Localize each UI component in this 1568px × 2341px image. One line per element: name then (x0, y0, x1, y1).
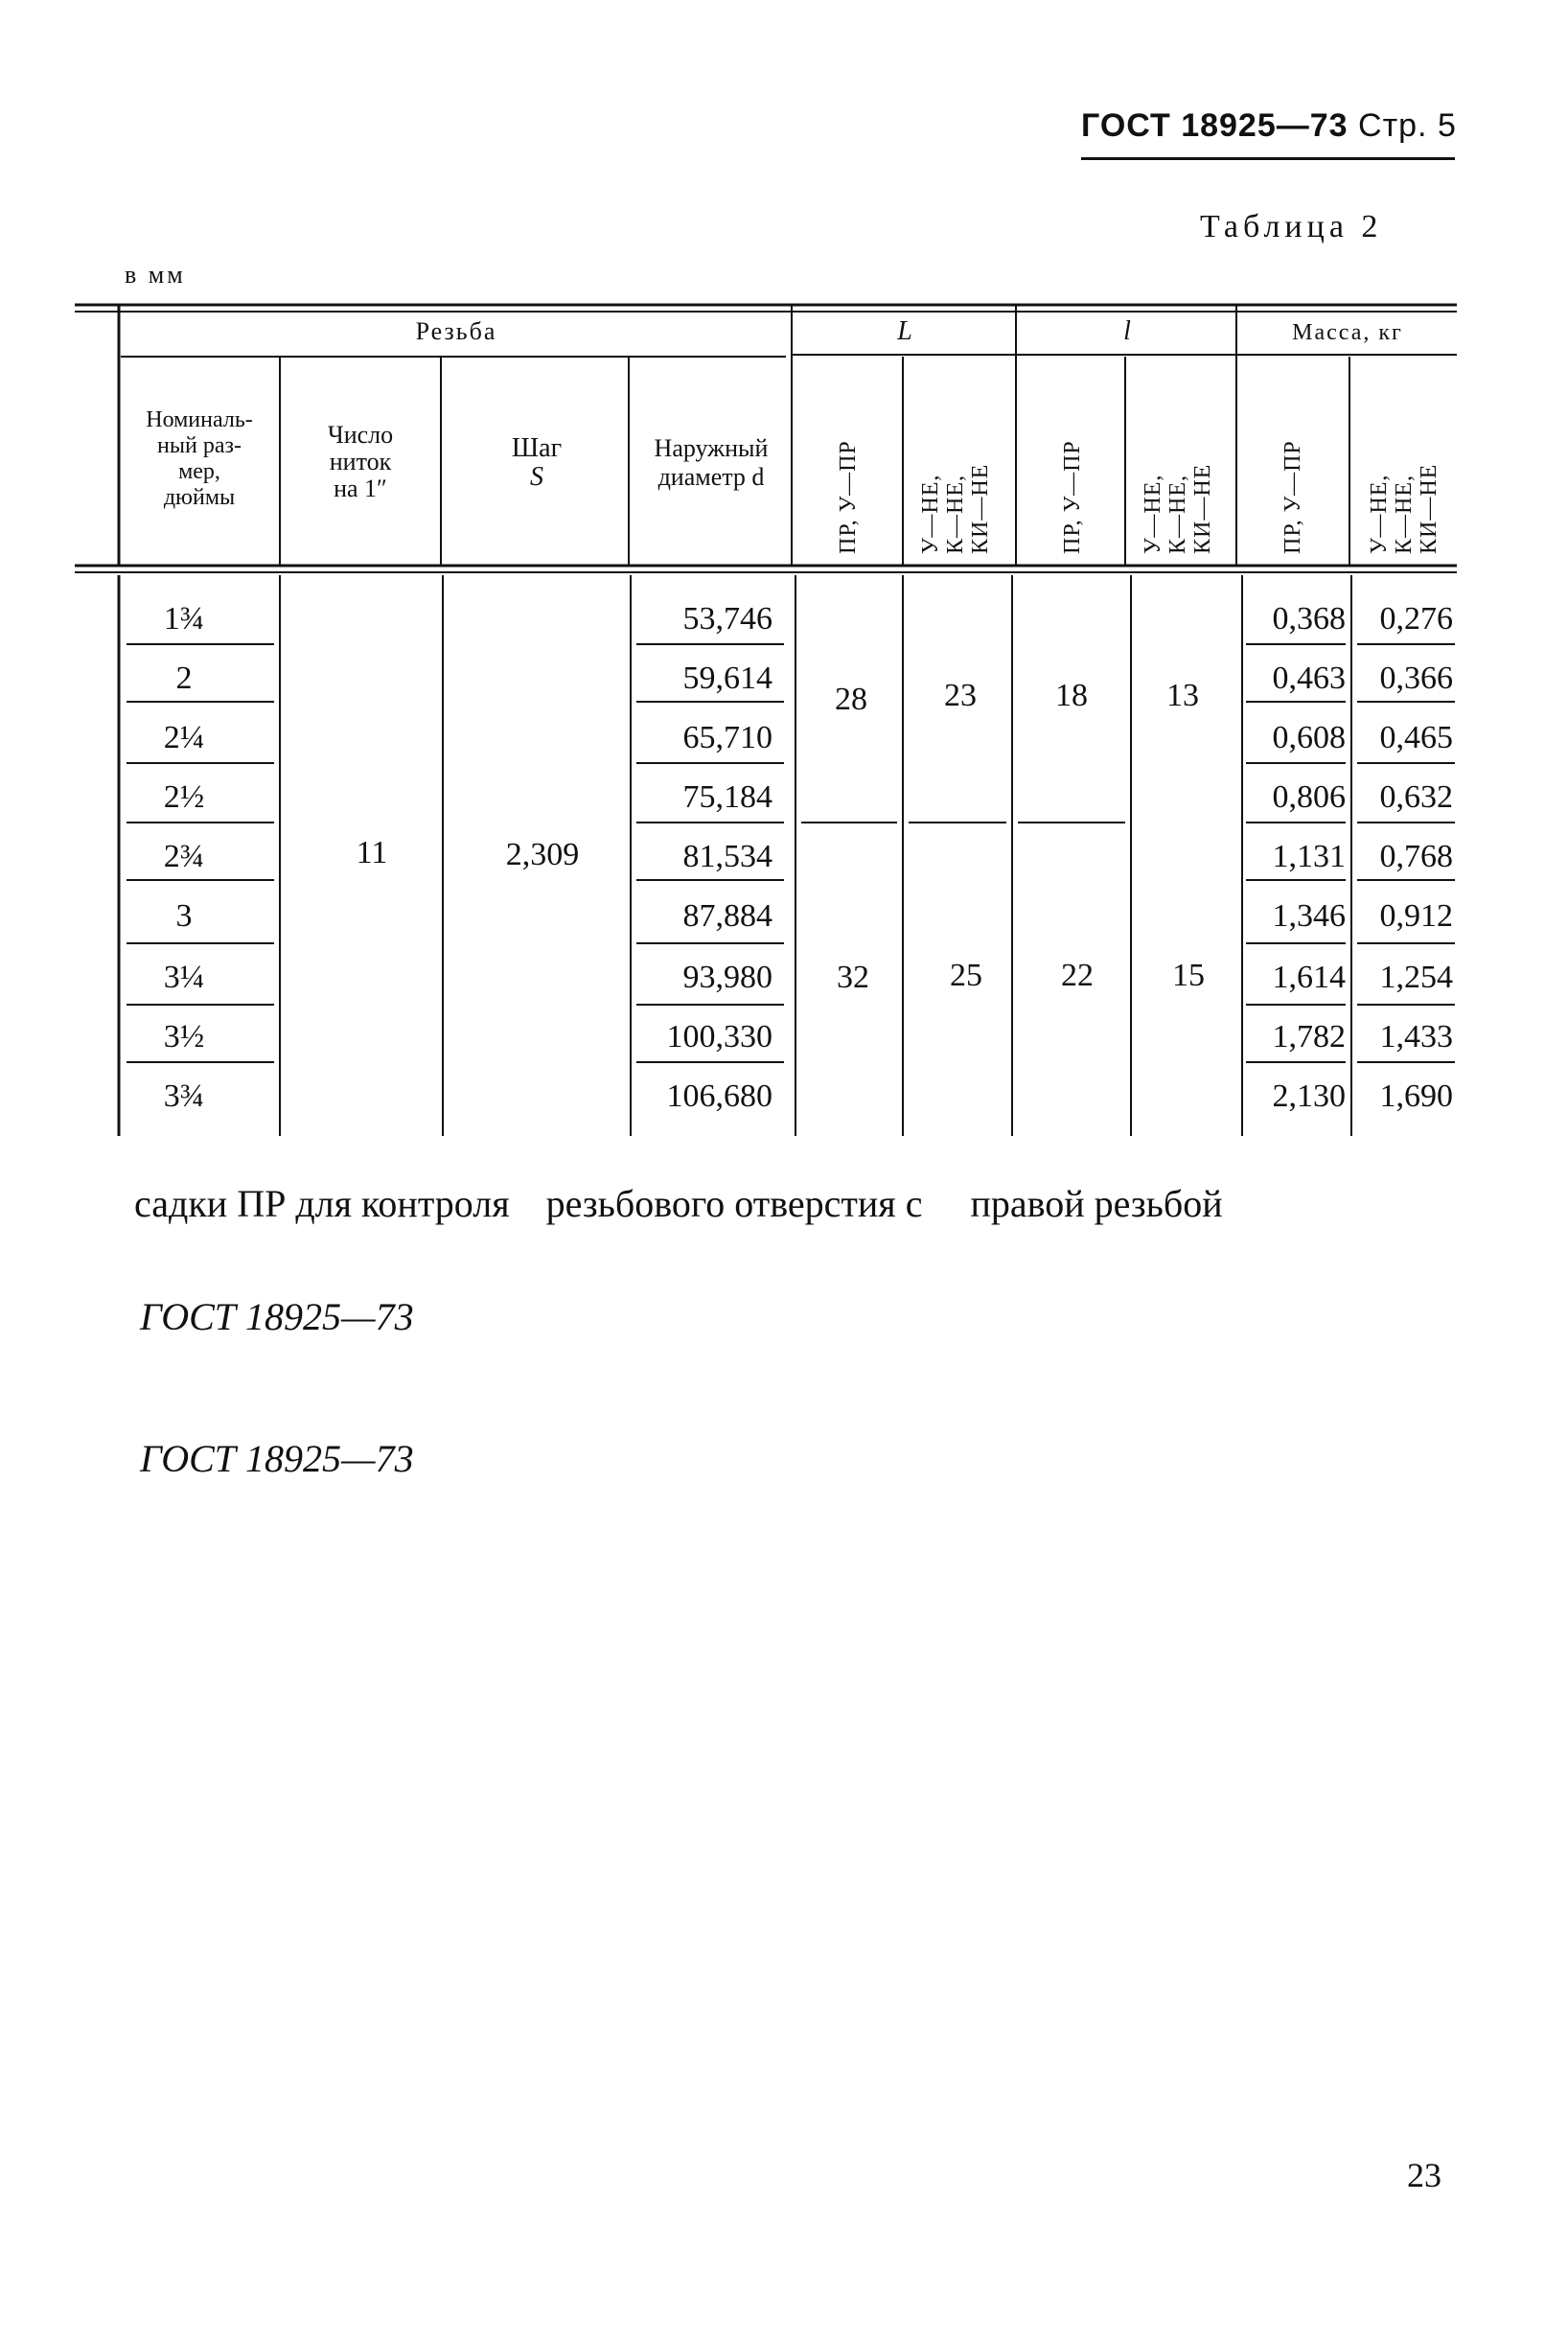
units-label: в мм (125, 261, 186, 289)
cell-diameter: 100,330 (666, 1019, 772, 1055)
col-threads-line: ниток (329, 448, 392, 475)
header-L-group: L (897, 316, 912, 346)
col-pitch-header (512, 433, 562, 492)
page-number: 23 (1407, 2156, 1441, 2194)
cell-mass-pr: 1,614 (1272, 960, 1346, 995)
thread-table (0, 0, 1568, 1150)
cell-mass-ne: 0,632 (1379, 779, 1453, 815)
header-mass-group: Масса, кг (1292, 320, 1403, 345)
col-nominal-line: Номиналь- (146, 407, 253, 432)
cell-mass-pr: 0,463 (1272, 661, 1346, 696)
cell-pitch: 2,309 (505, 837, 580, 872)
cell-size: 3 (175, 898, 193, 934)
cell-mass-pr: 1,346 (1272, 898, 1346, 934)
cell-l-pr: 18 (1055, 678, 1088, 713)
caption-part: правой резьбой (970, 1182, 1223, 1225)
cell-mass-pr: 1,782 (1272, 1019, 1346, 1055)
cell-size: 2¼ (163, 720, 205, 755)
cell-mass-ne: 1,690 (1379, 1078, 1453, 1114)
cell-mass-ne: 0,912 (1379, 898, 1453, 934)
sub-mass-pr: ПР, У—ПР (1280, 440, 1305, 554)
cell-mass-pr: 2,130 (1272, 1078, 1346, 1114)
cell-size: 1¾ (163, 601, 205, 637)
col-threads-header (328, 421, 393, 502)
cell-diameter: 81,534 (682, 839, 772, 874)
cell-diameter: 65,710 (682, 720, 772, 755)
cell-diameter: 106,680 (666, 1078, 772, 1114)
sub-mass-ne-3: КИ—НЕ (1417, 463, 1441, 554)
caption-part: резьбового отверстия с (545, 1182, 923, 1225)
gost-reference: ГОСТ 18925—73 (140, 1437, 414, 1480)
cell-l-pr: 22 (1061, 958, 1094, 993)
cell-mass-pr: 0,806 (1272, 779, 1346, 815)
cell-size: 3¾ (163, 1078, 205, 1114)
cell-mass-ne: 0,465 (1379, 720, 1453, 755)
cell-l-ne: 13 (1166, 678, 1199, 713)
sub-L-ne-2: К—НЕ, (943, 475, 968, 554)
header-standard: ГОСТ 18925—73 (1081, 107, 1349, 144)
sub-mass-ne-2: К—НЕ, (1392, 475, 1417, 554)
cell-size: 3¼ (163, 960, 205, 995)
col-threads-line: Число (327, 421, 394, 449)
sub-L-ne-3: КИ—НЕ (968, 463, 993, 554)
sub-l-ne-2: К—НЕ, (1165, 475, 1190, 554)
sub-L-pr: ПР, У—ПР (836, 440, 861, 554)
cell-L-pr: 32 (837, 960, 869, 995)
cell-mass-pr: 0,608 (1272, 720, 1346, 755)
caption (134, 1181, 1223, 1226)
sub-l-pr: ПР, У—ПР (1060, 440, 1085, 554)
table-label: Таблица 2 (1200, 209, 1383, 244)
cell-threads-per-inch: 11 (356, 835, 388, 870)
col-diameter-header (655, 434, 769, 491)
header-page: Стр. 5 (1358, 107, 1457, 144)
col-nominal-line: ный раз- (157, 433, 242, 458)
cell-L-ne: 23 (944, 678, 977, 713)
col-nominal-line: дюймы (163, 485, 236, 510)
sub-L-ne-1: У—НЕ, (918, 474, 943, 554)
cell-L-pr: 28 (835, 682, 867, 717)
cell-diameter: 93,980 (682, 960, 772, 995)
sub-mass-ne-1: У—НЕ, (1367, 474, 1392, 554)
col-diameter-line: Наружный (654, 434, 769, 462)
col-pitch-line: Шаг (511, 433, 563, 463)
cell-mass-ne: 1,254 (1379, 960, 1453, 995)
cell-mass-ne: 0,768 (1379, 839, 1453, 874)
sub-l-ne-1: У—НЕ, (1141, 474, 1165, 554)
cell-mass-pr: 1,131 (1272, 839, 1346, 874)
cell-diameter: 53,746 (682, 601, 772, 637)
cell-l-ne: 15 (1172, 958, 1205, 993)
cell-mass-ne: 0,276 (1379, 601, 1453, 637)
col-threads-line: на 1″ (334, 475, 387, 502)
cell-size: 2½ (163, 779, 205, 815)
cell-size: 3½ (163, 1019, 205, 1055)
col-nominal-header (146, 407, 253, 510)
cell-diameter: 75,184 (682, 779, 772, 815)
gost-reference: ГОСТ 18925—73 (140, 1295, 414, 1338)
cell-mass-ne: 0,366 (1379, 661, 1453, 696)
sub-l-ne-3: КИ—НЕ (1190, 463, 1215, 554)
cell-diameter: 87,884 (682, 898, 772, 934)
header-l-group: l (1123, 316, 1131, 346)
col-nominal-line: мер, (178, 459, 220, 484)
cell-mass-pr: 0,368 (1272, 601, 1346, 637)
cell-diameter: 59,614 (682, 661, 772, 696)
cell-size: 2 (175, 661, 193, 696)
cell-mass-ne: 1,433 (1379, 1019, 1453, 1055)
header-thread-group: Резьба (415, 317, 497, 345)
caption-part: садки ПР для контроля (134, 1182, 510, 1225)
cell-L-ne: 25 (950, 958, 982, 993)
col-diameter-line: диаметр d (657, 463, 765, 491)
col-pitch-symbol: S (530, 462, 543, 492)
cell-size: 2¾ (163, 839, 205, 874)
